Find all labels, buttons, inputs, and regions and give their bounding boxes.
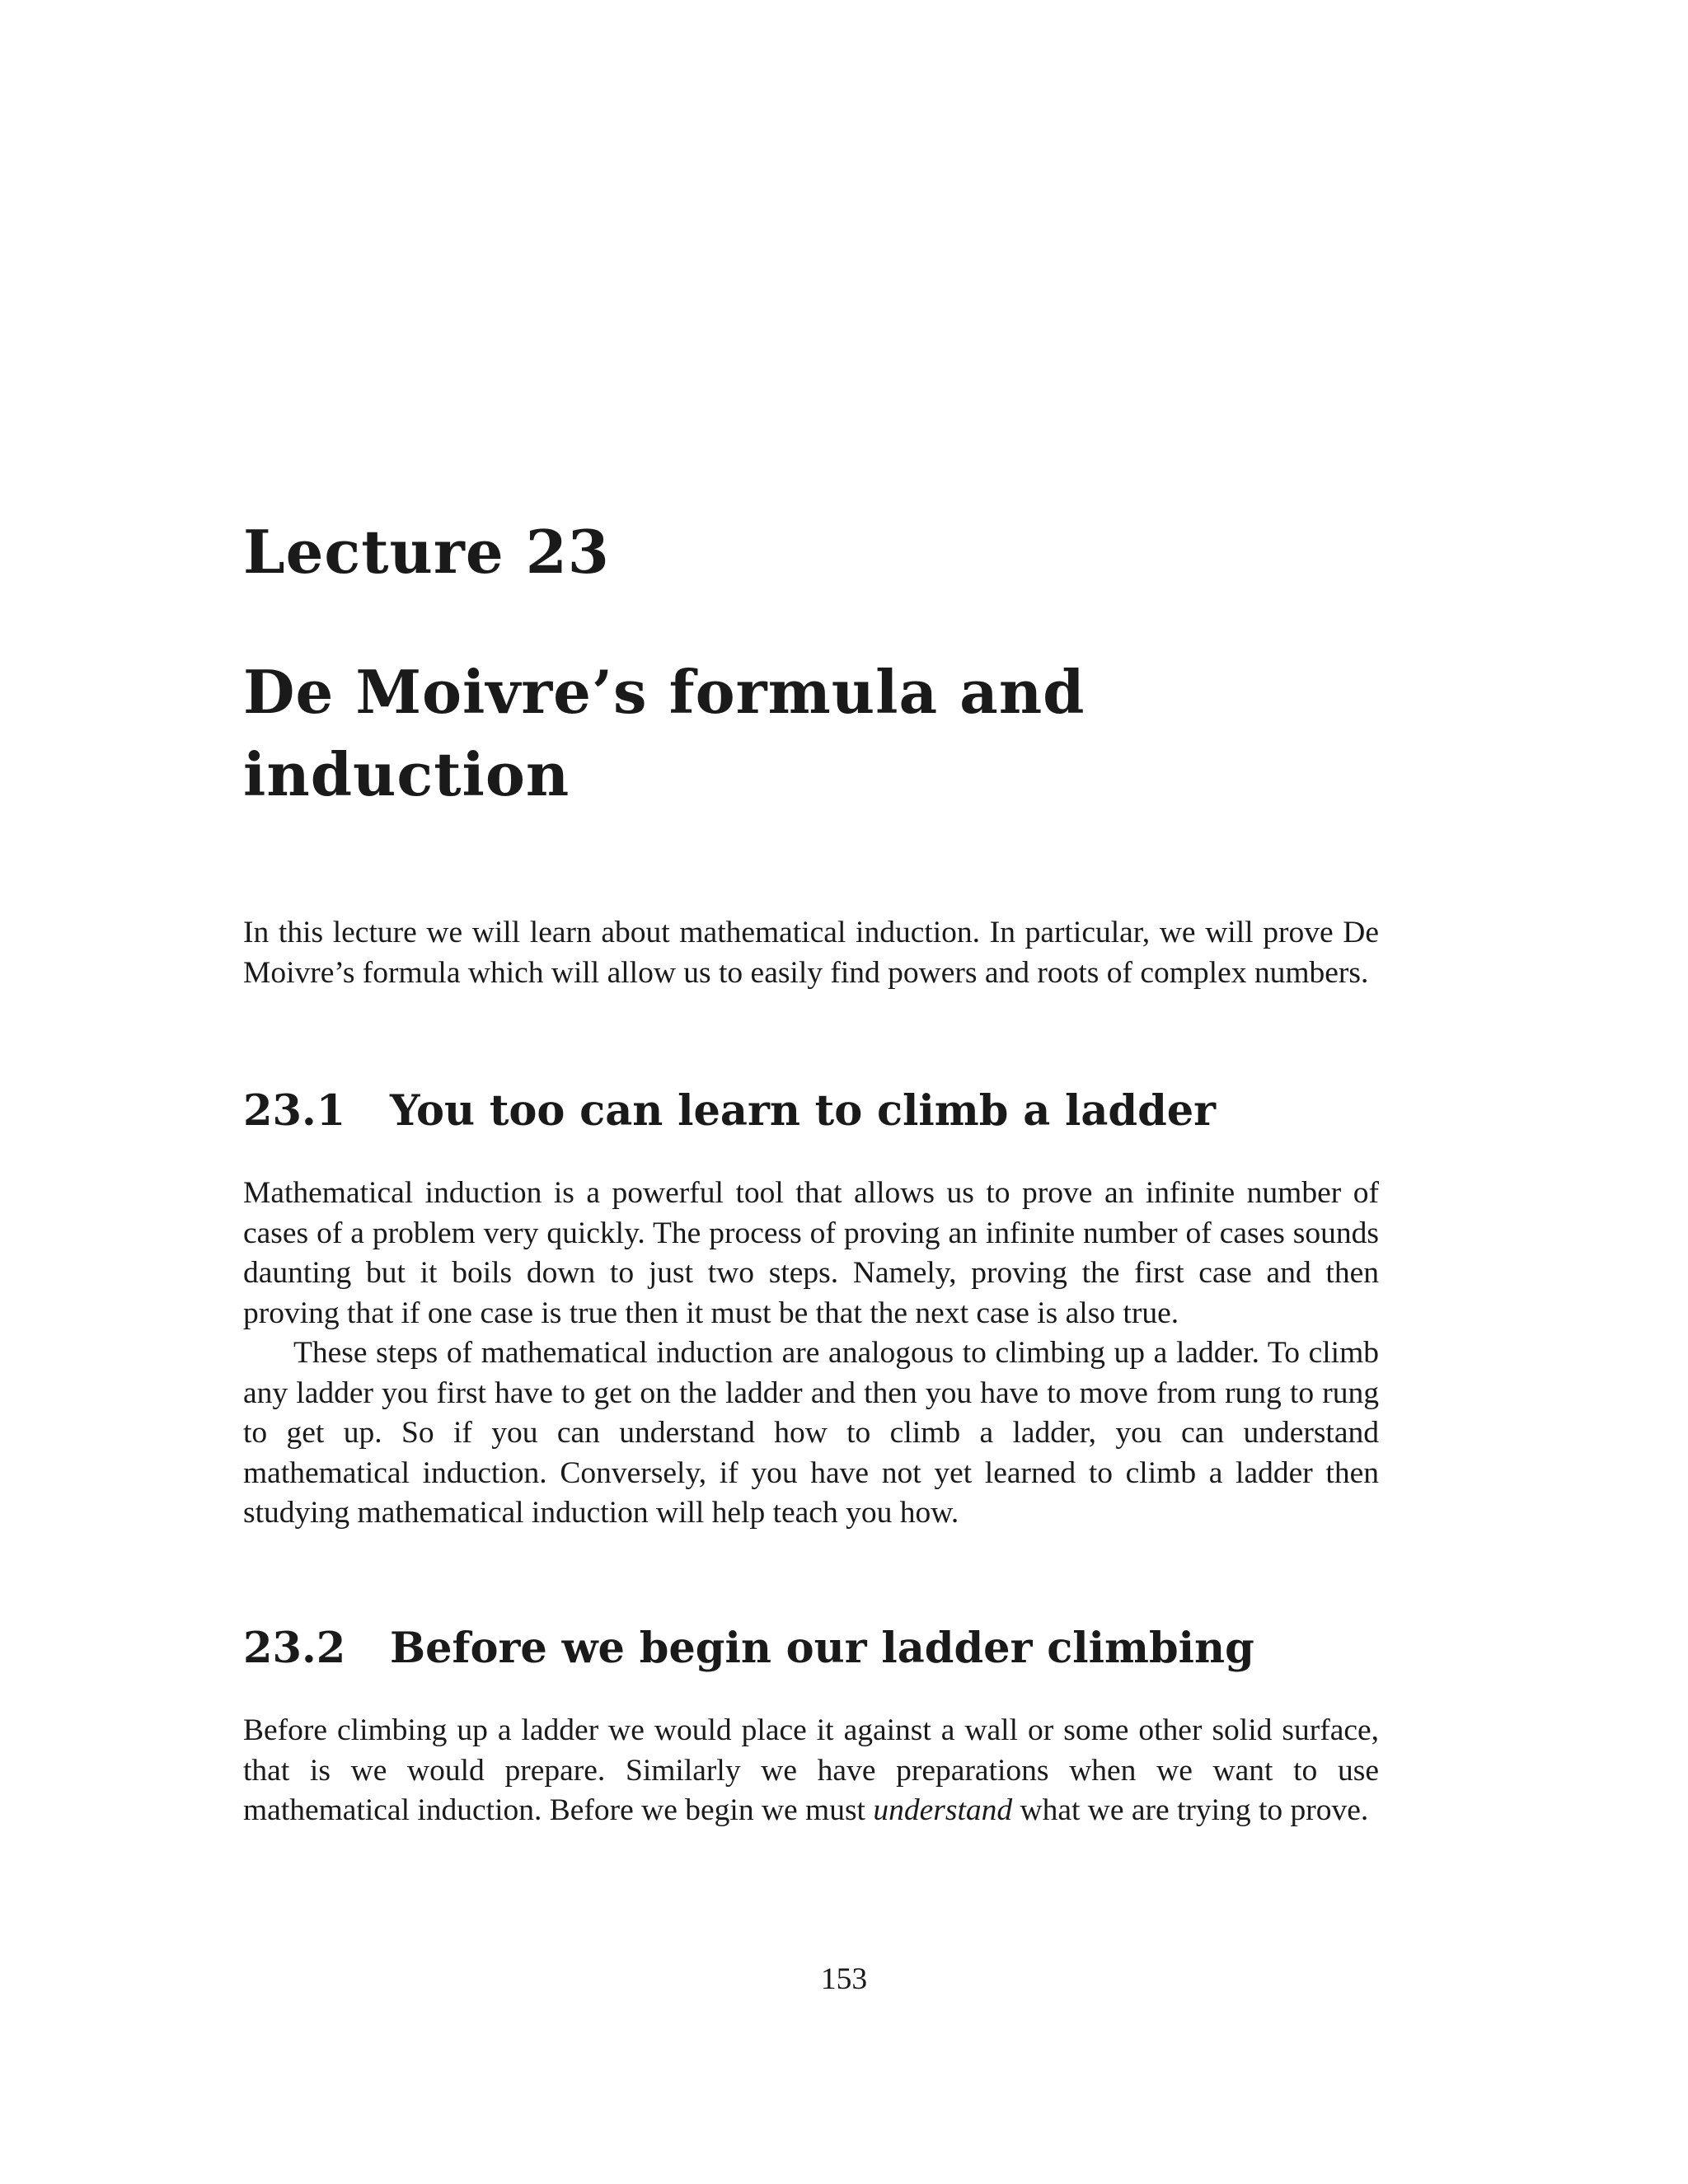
chapter-title: De Moivre’s formula and induction (243, 657, 1085, 809)
page-number: 153 (820, 1962, 868, 1996)
paragraph (243, 1711, 1379, 1831)
paragraph-text: Before climbing up a ladder we would place it against a wall or some other solid surface, that is we would prepare. Similarly we have preparations when we want to use mathematical induction. Before we begin we must (243, 1713, 1379, 1827)
section-title: Before we begin our ladder climbing (390, 1624, 1254, 1673)
section-number: 23.2 (243, 1624, 346, 1673)
paragraph: Mathematical induction is a powerful tool that allows us to prove an infinite number of cases of a problem very quickly. The process of proving an infinite number of cases sounds daunting but it boils down to just two steps. Namely, proving the first case and then proving that if one case is true then it must be that the next case is also true. (243, 1176, 1379, 1330)
paragraph-text: what we are trying to prove. (1012, 1793, 1369, 1827)
section-title: You too can learn to climb a ladder (390, 1086, 1217, 1136)
paragraph: These steps of mathematical induction are analogous to climbing up a ladder. To climb any ladder you first have to get on the ladder and then you have to move from rung to rung to get up. So if you can understand how to climb a ladder, you can understand mathematical induction. Conversely, if you have not yet learned to climb a ladder then studying mathematical induction will help teach you how. (243, 1336, 1379, 1530)
chapter-label: Lecture 23 (243, 517, 610, 587)
emphasis-text: understand (873, 1793, 1013, 1827)
section-heading-23-1 (243, 1085, 1397, 1137)
section-number: 23.1 (243, 1086, 346, 1136)
section-23-2-body (243, 1711, 1379, 1831)
section-heading-23-2 (243, 1622, 1397, 1675)
intro-text: In this lecture we will learn about mathematical induction. In particular, we will prove De Moivre’s formula which will allow us to easily find powers and roots of complex numbers. (243, 916, 1379, 990)
section-23-1-body (243, 1174, 1379, 1534)
intro-paragraph (243, 913, 1379, 993)
